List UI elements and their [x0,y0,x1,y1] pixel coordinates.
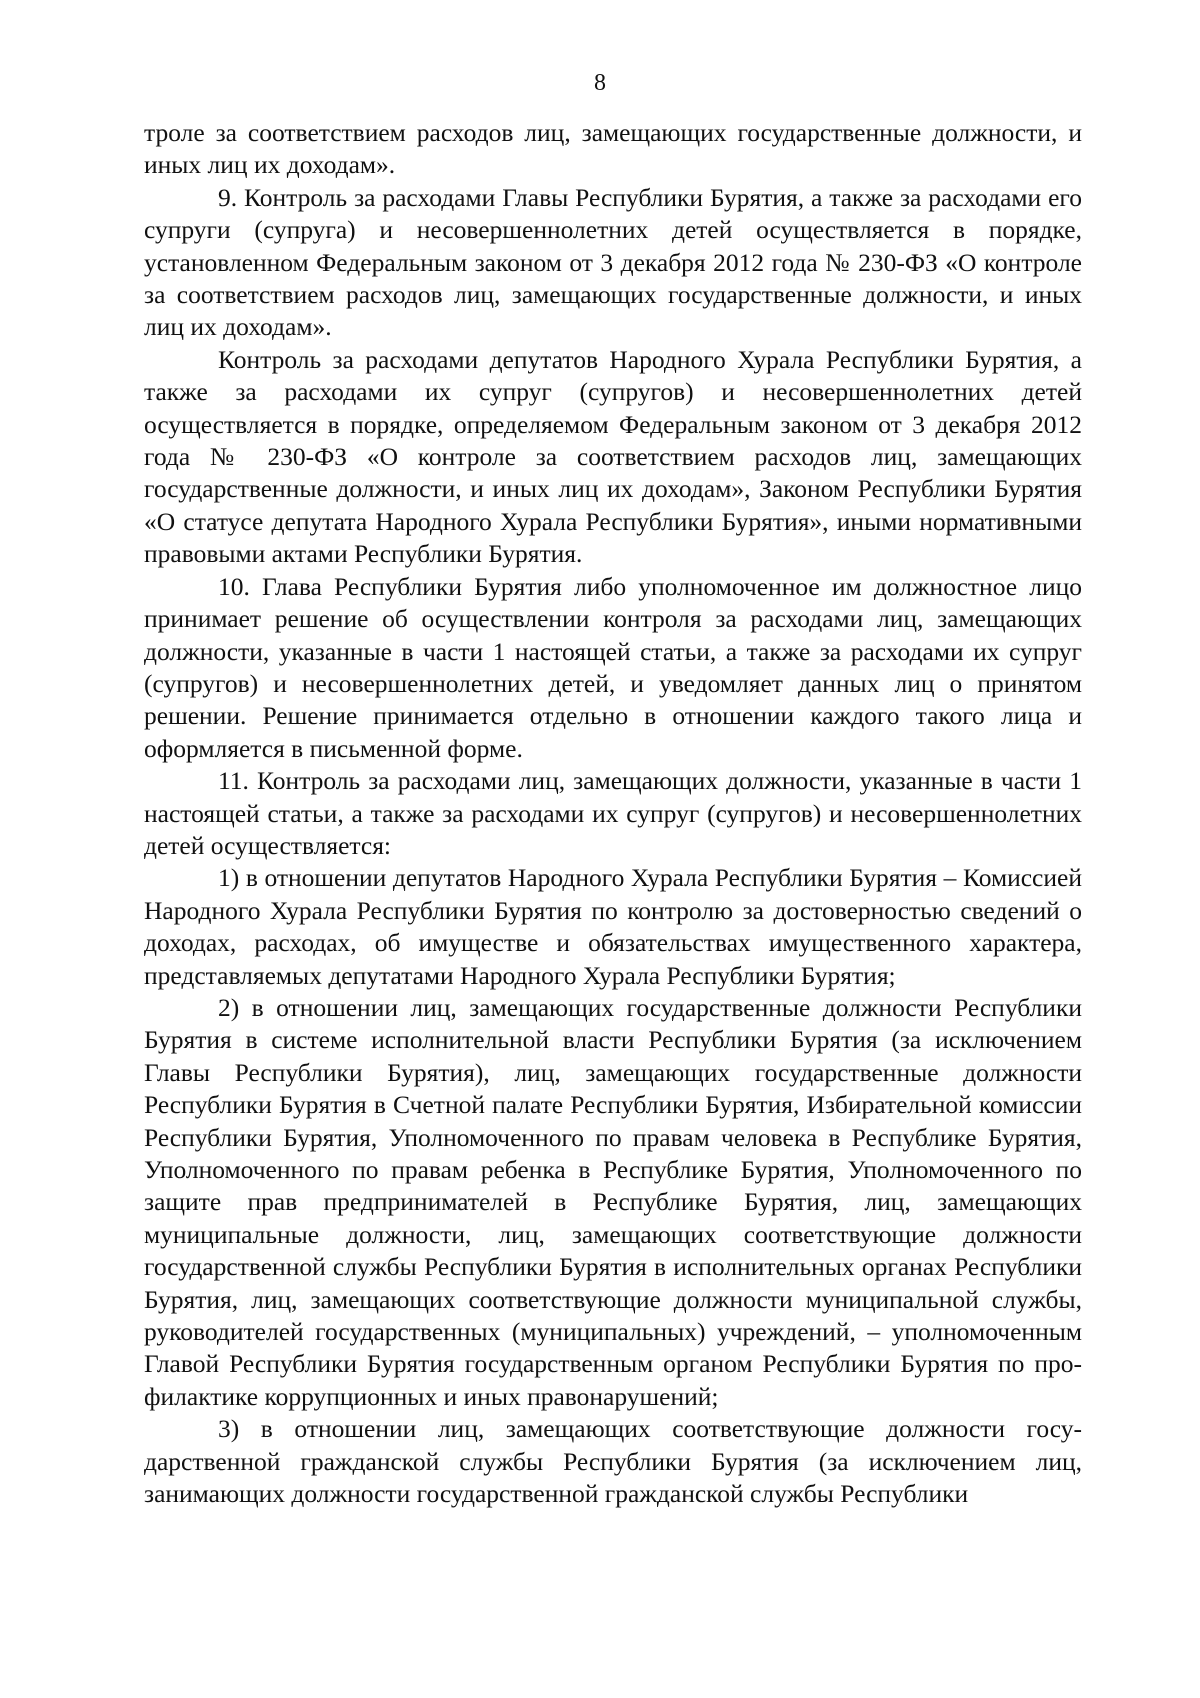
document-body [144,117,1082,1510]
paragraph-subitem-2: 2) в отношении лиц, замещающих государственные должности Республики Бурятия в системе исполнительной власти Республики Бурятия (за исключением Главы Республики Бурятия), лиц, замещающих государственные должности Республики Бурятия в Счетной палате Республики Бурятия, Избирательной комиссии Республики Бурятия, Уполномоченного по правам человека в Республике Бурятия, Уполномоченного по правам ребенка в Республике Бурятия, Уполномоченного по защите прав предпринимателей в Республике Бурятия, лиц, замещающих муниципальные должности, лиц, замещающих соответствующие должности государственной службы Республики Бурятия в исполнительных органах Республики Бурятия, лиц, замещающих соответствующие должности муниципальной службы, руководителей государственных (муниципальных) учреждений, – уполномоченным Главой Республики Бурятия государственным органом Республики Бурятия по профилактике коррупционных и иных правонарушений; [144,992,1082,1411]
paragraph-item-10: 10. Глава Республики Бурятия либо уполномоченное им должностное лицо принимает решение об осуществлении контроля за расходами лиц, замещающих должности, указанные в части 1 настоящей статьи, а также за расходами их супруг (супругов) и несовершеннолетних детей, и уведомляет данных лиц о принятом решении. Решение принимается отдельно в отношении каждого такого лица и оформляется в письменной форме. [144,571,1082,763]
paragraph-item-11: 11. Контроль за расходами лиц, замещающих должности, указанные в части 1 настоящей статьи, а также за расходами их супруг (супругов) и несовершеннолетних детей осуществляется: [144,766,1082,860]
paragraph-subitem-3: 3) в отношении лиц, замещающих соответствующие должности государственной гражданской службы Республики Бурятия (за исключением лиц, занимающих должности государственной гражданской службы Республики [144,1414,1082,1509]
paragraph-subitem-1: 1) в отношении депутатов Народного Хурала Республики Бурятия – Комиссией Народного Хурала Республики Бурятия по контролю за достоверностью сведений о доходах, расходах, об имуществе и обязательствах имущественного характера, представляемых депутатами Народного Хурала Республики Бурятия; [144,863,1082,990]
paragraph-continuation: троле за соответствием расходов лиц, замещающих государственные должности, и иных лиц их доходам». [144,118,1082,180]
page-number: 8 [594,70,606,96]
paragraph-deputies-control: Контроль за расходами депутатов Народного Хурала Республики Бурятия, а также за расходами их супруг (супругов) и несовершеннолетних детей осуществляется в порядке, определяемом Федеральным законом от 3 декабря 2012 года № 230-ФЗ «О контроле за соответствием расходов лиц, замещающих государственные должности, и иных лиц их доходам», Законом Республики Бурятия «О статусе депутата Народного Хурала Республики Бурятия», иными нормативными правовыми актами Республики Бурятия. [144,344,1082,569]
paragraph-item-9: 9. Контроль за расходами Главы Республики Бурятия, а также за расходами его супруги (супруга) и несовершеннолетних детей осуществляется в порядке, установленном Федеральным законом от 3 декабря 2012 года № 230-ФЗ «О контроле за соответствием расходов лиц, замещающих государственные должности, и иных лиц их доходам». [144,182,1082,342]
